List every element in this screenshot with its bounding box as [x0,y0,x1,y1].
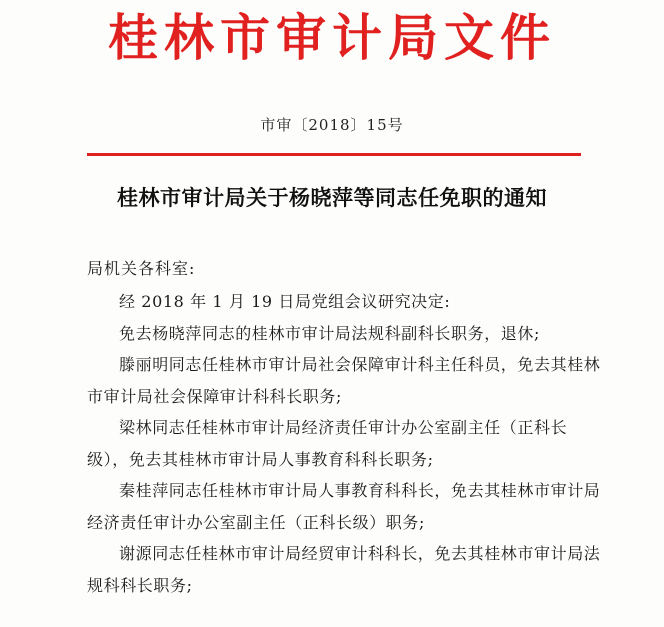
body-paragraph: 梁林同志任桂林市审计局经济责任审计办公室副主任（正科长级），免去其桂林市审计局人事教育科科长职务; [87,418,568,469]
notice-body [87,286,607,601]
body-paragraph: 谢源同志任桂林市审计局经贸审计科科长，免去其桂林市审计局法规科科长职务; [87,544,601,595]
body-paragraph: 滕丽明同志任桂林市审计局社会保障审计科主任科员，免去其桂林市审计局社会保障审计科科长职务; [87,355,601,406]
document-number: 市审〔2018〕15号 [260,116,404,134]
header-divider [87,153,581,156]
body-paragraph: 经 2018 年 1 月 19 日局党组会议研究决定: [119,292,451,311]
body-paragraph: 秦桂萍同志任桂林市审计局人事教育科科长，免去其桂林市审计局经济责任审计办公室副主任（正科长级）职务; [87,481,601,532]
body-paragraph: 免去杨晓萍同志的桂林市审计局法规科副科长职务，退休; [119,323,540,343]
document-header-title: 桂林市审计局文件 [108,9,556,67]
notice-title: 桂林市审计局关于杨晓萍等同志任免职的通知 [117,185,547,210]
addressee: 局机关各科室: [87,259,196,278]
